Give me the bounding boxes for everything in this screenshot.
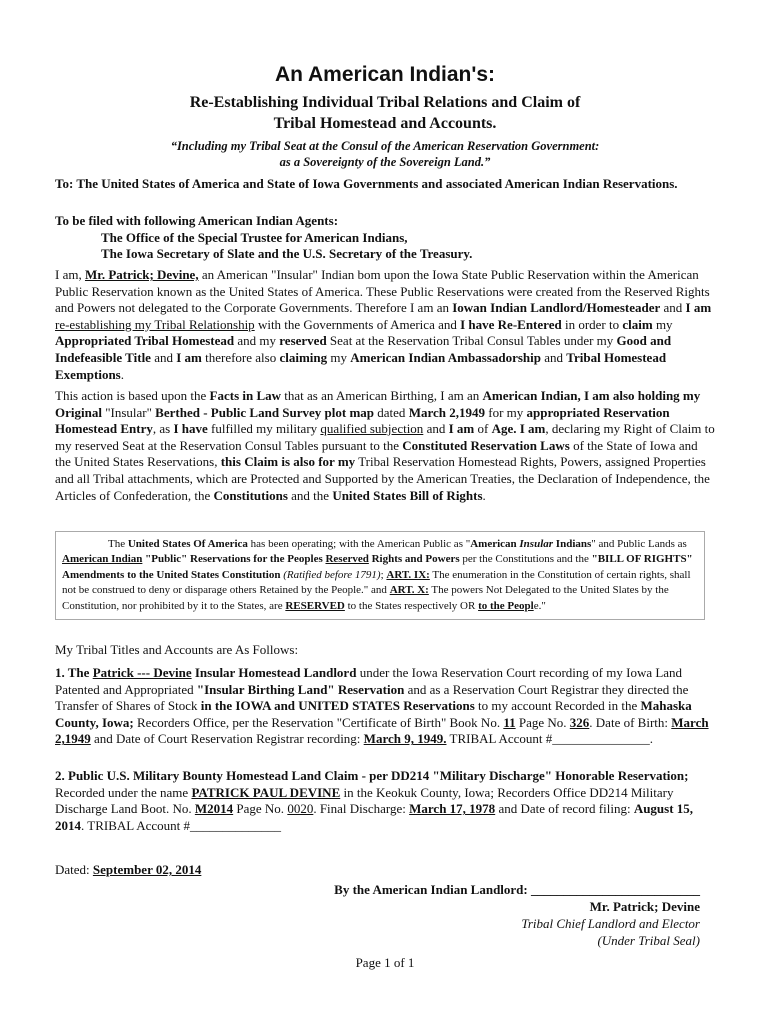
item2-name: PATRICK PAUL DEVINE xyxy=(191,784,341,800)
p1-text: and xyxy=(660,300,686,316)
document-quote xyxy=(110,138,660,170)
item2-text: Page No. xyxy=(233,801,288,817)
item2-text: in the Keokuk County, Iowa; Recorders Office DD214 Military Discharge Land Boot. No. xyxy=(55,784,674,817)
signature-line xyxy=(334,881,700,898)
p2-underlined: qualified subjection xyxy=(320,421,424,437)
box-text-part: The powers Not Delegated to the United Slates by the Constitution, nor prohibited by it to the States, are xyxy=(62,584,669,612)
signature-label: By the American Indian Landlord: xyxy=(334,882,531,897)
p1-bold: I am xyxy=(176,349,202,365)
quote-line-2: as a Sovereignty of the Sovereign Land.” xyxy=(279,155,491,169)
p2-text: of the State of Iowa and the United States Reservations, xyxy=(55,437,698,470)
document-title: An American Indian's: xyxy=(274,63,496,86)
p2-bold: United States Bill of Rights xyxy=(332,487,483,503)
p2-bold: American Indian, I am also holding my Original xyxy=(55,388,701,420)
p2-text: "Insular" xyxy=(101,404,156,420)
box-bold-underlined: RESERVED xyxy=(285,599,345,612)
box-bold-underlined: ART. IX: xyxy=(386,568,430,581)
item1-text: . Date of Birth: xyxy=(589,714,672,730)
dated-line xyxy=(55,862,715,879)
p2-bold: I have xyxy=(173,421,208,437)
p2-bold: Constitutions xyxy=(213,487,288,503)
box-bold: United States Of America xyxy=(127,538,248,550)
item2-text: . TRIBAL Account # xyxy=(81,817,191,833)
p2-text: . xyxy=(482,487,486,503)
p2-bold: Age. I am xyxy=(491,421,546,437)
p1-text: . xyxy=(120,366,124,382)
box-text-part: The xyxy=(108,538,128,550)
p1-text: with the Governments of America and xyxy=(254,316,461,332)
document-subtitle xyxy=(110,92,660,134)
agent-1: The Office of the Special Trustee for American Indians, xyxy=(101,229,408,245)
box-bold: "Public" Reservations for the Peoples xyxy=(145,553,326,566)
signature-blank: __________________________ xyxy=(531,882,700,897)
item1-bold: Insular Homestead Landlord xyxy=(191,665,357,680)
box-text-part: to the States respectively OR xyxy=(344,599,479,612)
p1-bold: Good and Indefeasible Title xyxy=(55,333,672,365)
p1-text: an American "Insular" Indian bom upon the Iowa State Public Reservation within the American Public Reservation known as the United States of America. These Public Reservations were created from the Reserved Rights and Powers not delegated to the Corporate Governments. Therefore I am an xyxy=(55,267,710,316)
p1-bold: American Indian Ambassadorship xyxy=(350,349,541,365)
box-bold-underlined: to the Peopl xyxy=(478,599,534,612)
box-bold: Rights and Powers xyxy=(368,553,460,566)
p1-text: in order to xyxy=(561,316,623,332)
p1-underlined: re-establishing my Tribal Relationship xyxy=(55,316,255,332)
p2-text: for my xyxy=(485,404,527,420)
item2-discharge-date: March 17, 1978 xyxy=(409,801,496,817)
item2-book-no: M2014 xyxy=(194,801,234,817)
signer-name: Mr. Patrick; Devine xyxy=(589,899,700,914)
item2-text: Recorded under the name xyxy=(55,784,192,800)
item1-text: Page No. xyxy=(515,714,570,730)
p1-text: Seat at the Reservation Tribal Consul Tables under my xyxy=(326,333,617,349)
agents-section xyxy=(55,213,715,263)
filed-with-line: To be filed with following American Indian Agents: xyxy=(55,213,339,228)
p1-text: and my xyxy=(234,333,280,349)
p1-bold: Tribal Homestead Exemptions xyxy=(55,349,667,382)
p1-text: therefore also xyxy=(201,349,280,365)
page-number: Page 1 of 1 xyxy=(355,955,415,970)
p1-bold: claim xyxy=(622,316,653,332)
item2-heading: 2. Public U.S. Military Bounty Homestead Land Claim - per DD214 "Military Discharge" Honorable Reservation; xyxy=(55,768,689,783)
quote-line-1: “Including my Tribal Seat at the Consul of the American Reservation Government: xyxy=(170,139,600,153)
item1-record-date: March 9, 1949. xyxy=(363,731,447,747)
p2-text: and the xyxy=(287,487,333,503)
box-bold-underlined: Reserved xyxy=(325,553,369,566)
p2-bold: I am xyxy=(448,421,475,437)
account-item-1 xyxy=(55,665,715,748)
item2-text: . Final Discharge: xyxy=(313,801,410,817)
item1-text: to my account Recorded in the xyxy=(474,698,641,714)
p2-text: that as an American Birthing, I am an xyxy=(281,388,483,403)
item1-number: 1. The xyxy=(55,665,93,680)
p2-bold: Constituted Reservation Laws xyxy=(402,437,570,453)
box-text-part: e." xyxy=(533,599,546,612)
p2-bold: March 2,1949 xyxy=(408,404,485,420)
item1-bold: in the IOWA and UNITED STATES Reservations xyxy=(200,698,475,714)
item1-bold: "Insular Birthing Land" Reservation xyxy=(196,681,405,697)
account-item-2 xyxy=(55,768,715,834)
p1-text: and xyxy=(541,349,567,365)
addressee-line: To: The United States of America and State of Iowa Governments and associated American Indian Reservations. xyxy=(55,176,678,191)
box-text-part: ; xyxy=(380,568,387,581)
signer-seal: (Under Tribal Seal) xyxy=(597,933,700,948)
item1-text: Recorders Office, per the Reservation "Certificate of Birth" Book No. xyxy=(133,714,504,730)
item1-bold: Mahaska County, Iowa; xyxy=(55,698,692,730)
box-bold-underlined: American Indian xyxy=(62,553,143,566)
p2-text: , declaring my Right of Claim to my reserved Seat at the Reservation Consul Tables pursuant to the xyxy=(55,421,715,453)
item1-text: and Date of Court Reservation Registrar recording: xyxy=(90,731,364,747)
item1-birth-date: March 2,1949 xyxy=(55,714,709,747)
p2-bold: Berthed - Public Land Survey plot map xyxy=(155,404,375,420)
p1-bold: claiming xyxy=(279,349,328,365)
p1-bold: I am xyxy=(685,300,712,316)
p2-bold: Facts in Law xyxy=(209,388,282,403)
p2-text: Tribal Reservation Homestead Rights, Powers, assigned Properties and all Tribal attachments, which are Protected and Supported by the American Treaties, the Declaration of Independence, the Articles of Confederation, the xyxy=(55,454,710,503)
p1-bold: Iowan Indian Landlord/Homesteader xyxy=(452,300,661,316)
dated-value: September 02, 2014 xyxy=(92,862,202,877)
p2-text: and xyxy=(423,421,449,437)
item2-page-no: 0020 xyxy=(287,801,314,817)
box-bold: "BILL OF RIGHTS" Amendments to the United States Constitution xyxy=(62,553,693,581)
paragraph-facts xyxy=(55,388,715,504)
item1-book-no: 11 xyxy=(503,714,516,730)
signature-block xyxy=(334,881,700,949)
item2-text: and Date of record filing: xyxy=(495,801,634,817)
box-italic: (Ratified before 1791) xyxy=(283,568,381,581)
item1-page-no: 326 xyxy=(569,714,590,730)
p2-text: This action is based upon the xyxy=(55,388,210,403)
item1-text: TRIBAL Account # xyxy=(446,731,553,747)
box-bold-italic: Insular xyxy=(519,538,554,550)
p1-text: my xyxy=(327,349,351,365)
box-bold-underlined: ART. X: xyxy=(389,584,429,597)
p1-text: my xyxy=(652,316,673,332)
p1-bold: reserved xyxy=(279,333,327,349)
box-text-part: " and Public Lands as xyxy=(591,538,687,550)
p2-text: dated xyxy=(374,404,409,420)
p1-bold: I have Re-Entered xyxy=(460,316,562,332)
dated-label: Dated: xyxy=(55,862,93,877)
subtitle-line-1: Re-Establishing Individual Tribal Relations and Claim of xyxy=(189,94,581,111)
item1-account-blank: _______________. xyxy=(552,731,654,747)
item1-text: and as a Reservation Court Registrar they directed the Transfer of Shares of Stock xyxy=(55,681,689,714)
box-bold: American xyxy=(470,538,520,550)
p2-bold: this Claim is also for my xyxy=(220,454,356,470)
item1-text: under the Iowa Reservation Court recording of my Iowa Land Patented and Appropriated xyxy=(55,665,683,697)
item2-filing-date: August 15, 2014 xyxy=(55,801,694,833)
paragraph-identity xyxy=(55,267,715,383)
p2-text: of xyxy=(474,421,492,437)
p1-bold: Appropriated Tribal Homestead xyxy=(55,333,235,349)
agent-2: The Iowa Secretary of Slate and the U.S. Secretary of the Treasury. xyxy=(101,246,473,262)
p2-bold: appropriated Reservation Homestead Entry xyxy=(55,404,670,437)
signer-title: Tribal Chief Landlord and Elector xyxy=(521,916,700,931)
p2-text: fulfilled my military xyxy=(207,421,321,437)
item1-name: Patrick --- Devine xyxy=(92,665,192,680)
p2-text: , as xyxy=(152,421,174,437)
bill-of-rights-box xyxy=(55,531,705,620)
p1-text: and xyxy=(150,349,177,365)
box-text-part: The enumeration in the Constitution of certain rights, shall not be construed to deny or disparage others Retained by the People." and xyxy=(62,568,691,597)
box-text-part: has been operating; with the American Public as " xyxy=(247,538,471,550)
box-text-part: per the Constitutions and the xyxy=(459,553,592,566)
item2-account-blank: ______________ xyxy=(190,817,282,833)
subtitle-line-2: Tribal Homestead and Accounts. xyxy=(273,115,497,132)
box-text xyxy=(62,537,698,614)
p1-text: I am, xyxy=(55,267,85,282)
p1-name: Mr. Patrick; Devine, xyxy=(84,267,199,282)
box-bold: Indians xyxy=(553,538,592,550)
titles-heading: My Tribal Titles and Accounts are As Follows: xyxy=(55,642,299,657)
